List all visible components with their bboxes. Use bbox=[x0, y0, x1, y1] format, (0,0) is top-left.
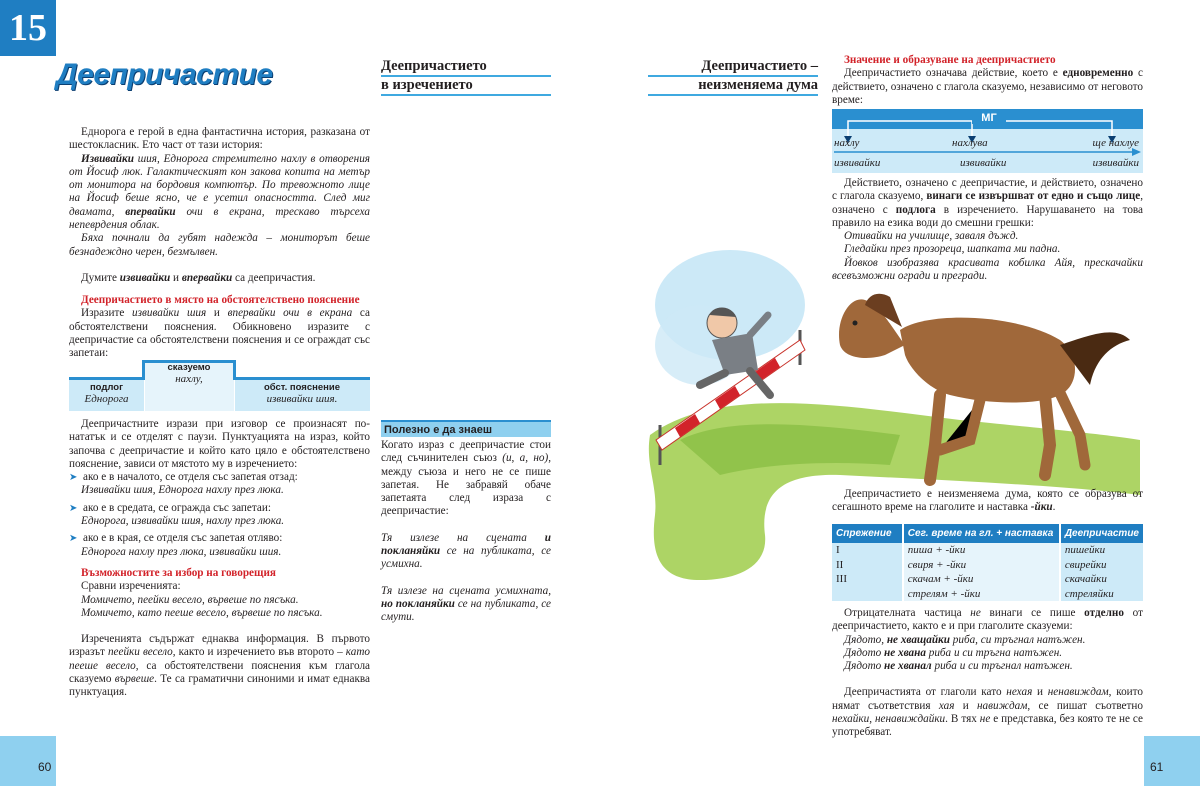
text: нехая bbox=[1006, 686, 1033, 699]
section-punctuation bbox=[69, 418, 370, 559]
example-sentence: Момичето, като пееше весело, вървеше по пясъка. bbox=[81, 606, 323, 619]
text: с действието, означено с глагола сказуемо, независимо от неговото време: bbox=[832, 67, 1143, 106]
text: впервайки bbox=[181, 271, 233, 284]
page-title: Деепричастие bbox=[56, 58, 273, 91]
text: хая bbox=[938, 699, 955, 712]
section-paragraph bbox=[832, 686, 1143, 739]
text: са деепричастия. bbox=[232, 271, 316, 284]
story-text: очи в екрана, трескаво търсеха непеврдения облак. bbox=[69, 205, 370, 232]
text: Деепричастията от глаголи като bbox=[844, 686, 1007, 699]
table-cell: стреляйки bbox=[1060, 587, 1143, 602]
text: ненавиждам bbox=[1047, 686, 1109, 699]
text: винаги се пише bbox=[980, 607, 1085, 619]
heading-line: Деепричастието bbox=[381, 58, 487, 74]
info-box-title: Полезно е да знаеш bbox=[381, 420, 551, 437]
timeline-tense: нахлува bbox=[952, 137, 988, 149]
heading-line: Деепричастието – bbox=[701, 58, 818, 74]
text: е представка, без която те не се употребяват. bbox=[832, 713, 1144, 739]
text: не хвана bbox=[884, 646, 926, 659]
table-header: Спрежение bbox=[832, 524, 903, 543]
text: . В тях bbox=[945, 713, 980, 726]
negation-example bbox=[832, 647, 1143, 660]
text: , между съюза и него не се пише запетая. Не забравяй обаче запетаята след израза с деепричастие: bbox=[381, 452, 551, 518]
section-negation bbox=[832, 607, 1143, 740]
page-number-left-box bbox=[0, 736, 56, 786]
arrow-bullet-icon: ➤ bbox=[69, 533, 78, 545]
text: Деепричастието е неизменяема дума, която се образува от сегашното време на глаголите и наставка bbox=[832, 488, 1143, 514]
timeline-label: МГ bbox=[972, 112, 1006, 124]
section-adverbial bbox=[69, 294, 370, 360]
text: риба, си тръгнал натъжен. bbox=[949, 633, 1086, 646]
section-paragraph bbox=[832, 177, 1143, 230]
heading-rule bbox=[381, 94, 551, 96]
conjugation-table bbox=[832, 524, 1143, 601]
info-example bbox=[381, 532, 551, 572]
text: едновременно bbox=[1062, 67, 1134, 80]
text: в изречението. Нарушаването на това правило на езика води до смешни грешки: bbox=[832, 203, 1144, 229]
text: вървеше bbox=[114, 673, 155, 686]
text: Изреченията съдържат еднаква информация. В първото изразът bbox=[69, 633, 370, 659]
table-cell: скачайки bbox=[1060, 572, 1143, 587]
bullet-text: ако е в края, се отделя със запетая отляво: bbox=[83, 532, 283, 545]
text: от деепричастието, както е и при глаголите сказуеми: bbox=[832, 607, 1143, 633]
table-cell: стрелям + -йки bbox=[903, 587, 1060, 602]
text: риба и си тръгна натъжен. bbox=[925, 646, 1063, 659]
col3-heading bbox=[648, 58, 818, 96]
text: не bbox=[970, 607, 981, 619]
text: извивайки bbox=[119, 271, 171, 284]
intro-paragraph: Еднорога е герой в една фантастична история, разказана от шестокласник. Ето част от тази история: bbox=[69, 126, 370, 152]
info-paragraph bbox=[381, 439, 551, 519]
text: и bbox=[1032, 686, 1048, 699]
text: се на публиката, се усмихна. bbox=[381, 545, 551, 571]
adverbial-label: обст. пояснение bbox=[263, 382, 341, 393]
section-heading: Значение и образуване на деепричастието bbox=[844, 54, 1056, 66]
text: -йки bbox=[1030, 501, 1053, 514]
text: като пееше весело bbox=[69, 646, 371, 672]
text: пеейки весело bbox=[107, 646, 173, 659]
text: риба и си тръгнал натъжен. bbox=[931, 660, 1073, 673]
section-paragraph bbox=[832, 607, 1143, 634]
section-formation bbox=[832, 488, 1143, 515]
bullet-example: Извивайки шия, Еднорога нахлу през люка. bbox=[81, 484, 284, 497]
text: , означено с bbox=[832, 190, 1144, 216]
text: , се пишат съответно bbox=[1027, 699, 1143, 712]
section-paragraph bbox=[69, 633, 370, 699]
section-paragraph bbox=[832, 488, 1143, 515]
table-cell: свирейки bbox=[1060, 558, 1143, 573]
text: са обстоятелствени пояснения. Обикновено изразите с деепричастие са обстоятелствени пояснения и се ограждат със запетаи: bbox=[69, 307, 370, 360]
text: Думите bbox=[81, 271, 120, 284]
table-cell: свиря + -йки bbox=[903, 558, 1060, 573]
timeline-gerund: извивайки bbox=[960, 157, 1007, 169]
bullet-example: Еднорога нахлу през люка, извивайки шия. bbox=[81, 545, 282, 558]
table-row bbox=[832, 587, 1143, 602]
text: Действието, означено с деепричастие, и действието, означено с глагола сказуемо, bbox=[832, 177, 1143, 203]
table-cell: I bbox=[832, 543, 903, 558]
text: Тя излезе на сцената bbox=[381, 531, 545, 544]
arrow-bullet-icon: ➤ bbox=[69, 502, 78, 514]
text: нехайки, ненавиждайки bbox=[832, 713, 946, 726]
text: навиждам bbox=[977, 699, 1028, 712]
section-paragraph bbox=[832, 67, 1143, 107]
negation-example bbox=[832, 660, 1143, 673]
text: отделно bbox=[1084, 607, 1124, 619]
heading-line: в изречението bbox=[381, 77, 473, 93]
text: винаги се извършват от едно и също лице bbox=[926, 190, 1141, 203]
page-number-left: 60 bbox=[38, 760, 52, 774]
text: се на публиката, се смути. bbox=[381, 597, 551, 624]
text: Дядото bbox=[844, 646, 885, 659]
text: (и, а, но) bbox=[502, 452, 549, 465]
text: Отрицателната частица bbox=[844, 607, 971, 619]
text: и bbox=[170, 271, 182, 284]
example-sentence: Момичето, пеейки весело, вървеше по пясъка. bbox=[81, 593, 299, 606]
page-number-right: 61 bbox=[1150, 760, 1164, 774]
section-choice bbox=[69, 567, 370, 700]
text: . bbox=[1052, 501, 1056, 514]
story-bold: впервайки bbox=[125, 205, 176, 218]
text: не хванал bbox=[884, 660, 932, 673]
timeline-gerund: извивайки bbox=[834, 157, 881, 169]
bullet-text: ако е в средата, се огражда със запетаи: bbox=[83, 501, 271, 514]
timeline-tense: ще нахлуе bbox=[1092, 137, 1139, 149]
text: Деепричастието означава действие, което е bbox=[844, 67, 1063, 80]
text: впервайки очи в екрана bbox=[227, 307, 353, 320]
text: , както и изречението във второто – bbox=[172, 646, 346, 659]
table-cell: пиша + -йки bbox=[903, 543, 1060, 558]
section-meaning bbox=[832, 54, 1143, 107]
text: , които нямат съответствия bbox=[832, 686, 1143, 712]
table-cell: пишейки bbox=[1060, 543, 1143, 558]
table-cell bbox=[832, 587, 903, 602]
story-text: шия, Еднорога стремително нахлу в отворения от Йосиф люк. Галактическият кон закова копита на метър от монитора на бордовия компютър. По тревожното лице на Йосиф беше ясно, че е усетил опасността. След миг двамата, bbox=[69, 152, 370, 218]
section-heading: Възможностите за избор на говорещия bbox=[81, 567, 276, 579]
story-paragraph: Бяха почнали да губят надежда – мониторът беше безнадеждно черен, безмълвен. bbox=[69, 232, 370, 258]
text: и bbox=[954, 699, 977, 712]
adverbial-word: извивайки шия. bbox=[266, 393, 338, 405]
words-paragraph bbox=[69, 272, 370, 285]
bullet-item bbox=[69, 532, 370, 545]
text: Тя излезе на сцената усмихната, bbox=[381, 584, 551, 597]
section-paragraph: Сравни изреченията: bbox=[81, 580, 181, 593]
subject-word: Еднорога bbox=[84, 393, 129, 405]
text: но покланяйки bbox=[381, 597, 455, 610]
bullet-example: Еднорога, извивайки шия, нахлу през люка. bbox=[81, 515, 285, 528]
section-heading: Деепричастието в място на обстоятелствено пояснение bbox=[81, 294, 360, 306]
story-bold: Извивайки bbox=[81, 152, 134, 165]
heading-line: неизменяема дума bbox=[698, 77, 818, 93]
col2-heading bbox=[381, 58, 551, 96]
text: и bbox=[206, 307, 228, 320]
subject-label: подлог bbox=[89, 382, 124, 393]
table-header: Деепричастие bbox=[1060, 524, 1143, 543]
heading-rule bbox=[648, 94, 818, 96]
timeline-gerund: извивайки bbox=[1092, 157, 1139, 169]
table-row bbox=[832, 558, 1143, 573]
text: , са обстоятелствени пояснения към глагола сказуемо bbox=[69, 659, 370, 686]
error-example: Йовков изобразява красивата кобилка Айя, прескачайки всевъзможни огради и прегради. bbox=[832, 256, 1143, 283]
predicate-label: сказуемо bbox=[167, 362, 211, 373]
table-row bbox=[832, 543, 1143, 558]
text: . Те са граматични синоними и имат еднаква пунктуация. bbox=[69, 673, 371, 699]
text: Дядото bbox=[844, 660, 885, 673]
text: Когато израз с деепричастие стои след съчинителен съюз bbox=[381, 439, 551, 465]
table-header-row bbox=[832, 524, 1143, 543]
table-header: Сег. време на гл. + наставка bbox=[903, 524, 1060, 543]
predicate-word: нахлу, bbox=[175, 373, 203, 385]
timeline-diagram bbox=[832, 109, 1143, 173]
error-example: Гледайки през прозореца, шапката ми падна. bbox=[844, 243, 1061, 256]
bullet-item bbox=[69, 502, 370, 515]
text: Изразите bbox=[81, 307, 133, 320]
page-number-right-box bbox=[1144, 736, 1200, 786]
info-example bbox=[381, 585, 551, 625]
story-paragraph bbox=[69, 153, 370, 233]
bullet-item bbox=[69, 471, 370, 484]
negation-example bbox=[832, 634, 1143, 647]
text: Дядото, bbox=[844, 633, 887, 646]
text: не bbox=[979, 713, 991, 726]
text: не хващайки bbox=[886, 633, 950, 646]
syntax-diagram bbox=[69, 356, 370, 411]
intro-text bbox=[69, 126, 370, 285]
chapter-number: 15 bbox=[0, 0, 56, 56]
timeline-tense: нахлу bbox=[834, 137, 860, 149]
bullet-text: ако е в началото, се отделя със запетая отзад: bbox=[83, 471, 298, 484]
section-paragraph bbox=[69, 307, 370, 360]
table-row bbox=[832, 572, 1143, 587]
info-box bbox=[381, 439, 551, 625]
error-example: Отивайки на училище, заваля дъжд. bbox=[844, 230, 1019, 243]
table-cell: II bbox=[832, 558, 903, 573]
text: подлога bbox=[895, 203, 936, 216]
text: извивайки шия bbox=[132, 307, 207, 320]
text: и покланяйки bbox=[381, 531, 551, 558]
table-cell: скачам + -йки bbox=[903, 572, 1060, 587]
section-paragraph: Деепричастните изрази при изговор се произнасят по-нататък и се отделят с паузи. Пунктуацията на израз, който започва с деепричастие и който като цяло е обстоятелствено пояснение, зависи от мястото му в изречението: bbox=[69, 418, 370, 470]
table-cell: III bbox=[832, 572, 903, 587]
arrow-bullet-icon: ➤ bbox=[69, 472, 78, 484]
